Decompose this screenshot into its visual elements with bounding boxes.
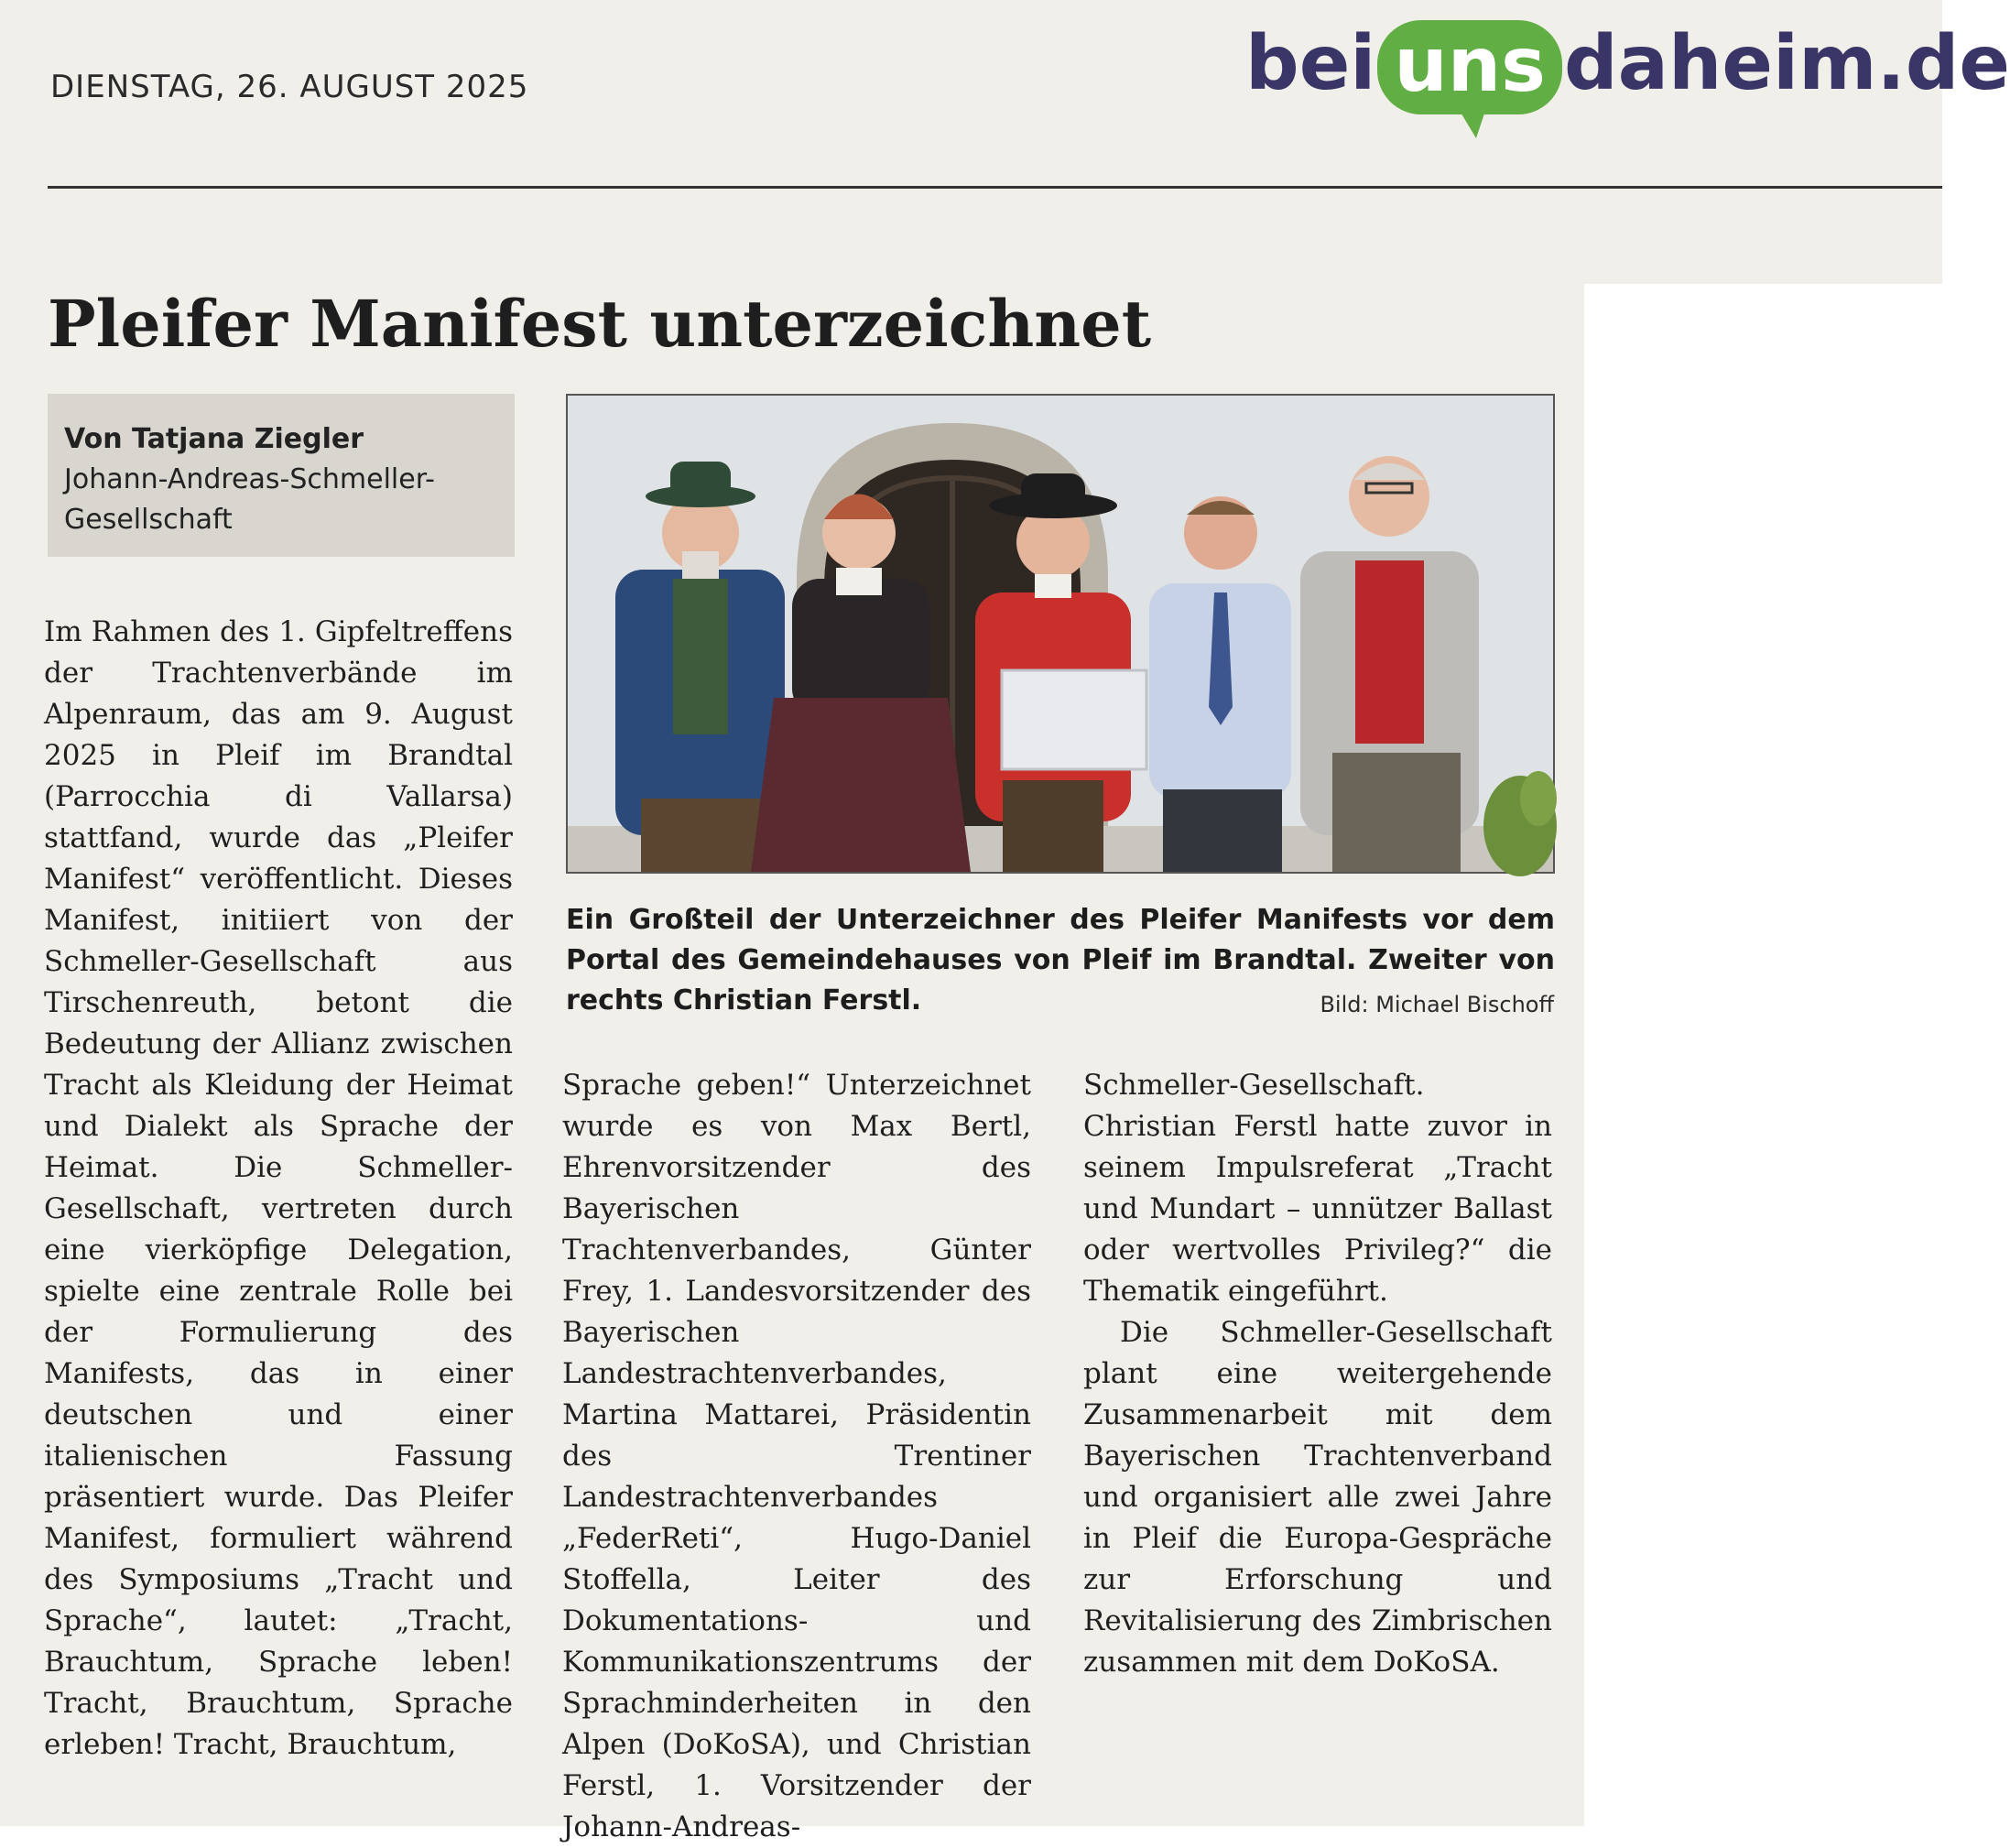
article-column-2 [562,1065,1031,1848]
group-photo-illustration [568,396,1553,872]
brand-prefix: bei [1245,20,1376,107]
byline-author: Von Tatjana Ziegler [64,423,364,455]
byline-box [48,394,515,557]
column-3-paragraph-1: Schmeller-Gesellschaft. Christian Ferstl hatte zuvor in seinem Impulsreferat „Tracht und Mundart – unnützer Ballast oder wertvolles Privileg?“ die Thematik eingeführt. [1083,1069,1552,1308]
article-photo [566,394,1555,874]
article-headline: Pleifer Manifest unterzeichnet [48,286,1152,362]
issue-date: DIENSTAG, 26. AUGUST 2025 [50,69,529,105]
column-1-text: Im Rahmen des 1. Gipfeltreffens der Trachtenverbände im Alpenraum, das am 9. August 2025 in Pleif im Brandtal (Parrocchia di Vallarsa) stattfand, wurde das „Pleifer Manifest“ veröffentlicht. Dieses Manifest, initiiert von der Schmeller-Gesellschaft aus Tirschenreuth, betont die Bedeutung der Allianz zwischen Tracht als Kleidung der Heimat und Dialekt als Sprache der Heimat. Die Schmeller-Gesellschaft, vertreten durch eine vierköpfige Delegation, spielte eine zentrale Rolle bei der Formulierung des Manifests, das in einer deutschen und einer italienischen Fassung präsentiert wurde. Das Pleifer Manifest, formuliert während des Symposiums „Tracht und Sprache“, lautet: „Tracht, Brauchtum, Sprache leben! Tracht, Brauchtum, Sprache erleben! Tracht, Brauchtum, [44,615,513,1761]
scan-margin [1584,284,1942,1826]
brand-speech-bubble: uns [1377,20,1562,114]
brand-logo [1245,20,2010,130]
byline-organization: Johann-Andreas-Schmeller-Gesellschaft [64,463,435,536]
column-2-text: Sprache geben!“ Unterzeichnet wurde es von Max Bertl, Ehrenvorsitzender des Bayerischen Trachtenverbandes, Günter Frey, 1. Landesvorsitzender des Bayerischen Landestrachtenverbandes, Martina Mattarei, Präsidentin des Trentiner Landestrachtenverbandes „FederReti“, Hugo-Daniel Stoffella, Leiter des Dokumentations- und Kommunikationszentrums der Sprachminderheiten in den Alpen (DoKoSA), und Christian Ferstl, 1. Vorsitzender der Johann-Andreas- [562,1069,1031,1843]
article-column-3 [1083,1065,1552,1683]
header-rule [48,186,1942,189]
photo-credit: Bild: Michael Bischoff [1320,992,1554,1017]
column-3-paragraph-2: Die Schmeller-Gesellschaft plant eine weitergehende Zusammenarbeit mit dem Bayerischen Trachtenverband und organisiert alle zwei Jahre in Pleif die Europa-Gespräche zur Erforschung und Revitalisierung des Zimbrischen zusammen mit dem DoKoSA. [1083,1316,1552,1679]
brand-suffix: daheim.de [1563,20,2010,107]
article-column-1 [44,612,513,1766]
photo-caption: Ein Großteil der Unterzeichner des Pleifer Manifests vor dem Portal des Gemeindehauses von Pleif im Brandtal. Zweiter von rechts Christian Ferstl. [566,904,1555,1016]
